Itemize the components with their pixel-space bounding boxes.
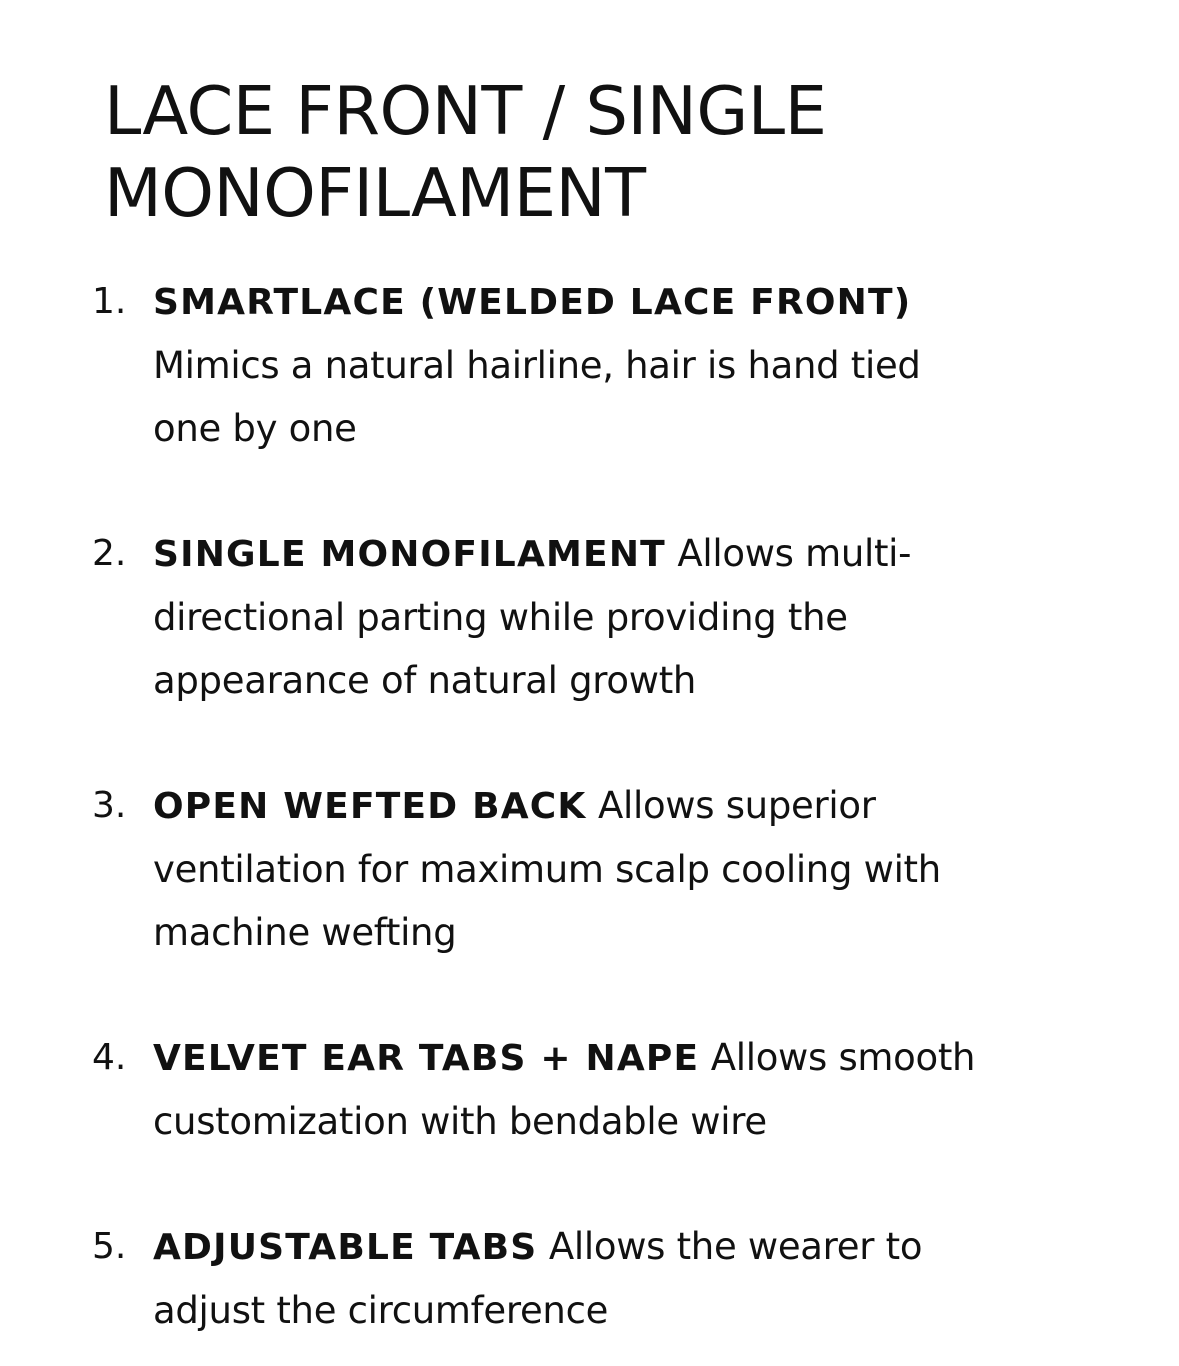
feature-description-start: Allows smooth xyxy=(699,1036,976,1079)
page-title-line-2: MONOFILAMENT xyxy=(104,154,646,232)
feature-line-3: one by one xyxy=(153,407,357,450)
feature-description-start: Allows superior xyxy=(586,784,876,827)
feature-number: 5. xyxy=(92,1226,127,1267)
feature-term: ADJUSTABLE TABS xyxy=(153,1227,538,1268)
feature-line-3: appearance of natural growth xyxy=(153,659,697,702)
feature-line-1 xyxy=(153,522,1053,586)
feature-body xyxy=(153,774,1053,964)
feature-line-2: directional parting while providing the xyxy=(153,596,848,639)
feature-body xyxy=(153,1026,1053,1153)
feature-line-2: ventilation for maximum scalp cooling with xyxy=(153,848,941,891)
feature-body xyxy=(153,270,1053,460)
feature-description-start: Allows the wearer to xyxy=(537,1225,923,1268)
feature-number: 1. xyxy=(92,281,127,322)
feature-term: OPEN WEFTED BACK xyxy=(153,786,587,827)
feature-term: SINGLE MONOFILAMENT xyxy=(153,534,666,575)
feature-term: SMARTLACE (WELDED LACE FRONT) xyxy=(153,282,912,323)
feature-line-3: machine wefting xyxy=(153,911,457,954)
feature-line-1 xyxy=(153,1026,1053,1090)
feature-line-2: customization with bendable wire xyxy=(153,1100,767,1143)
page-title xyxy=(104,70,1104,234)
feature-line-1 xyxy=(153,1215,1053,1279)
feature-line-2: adjust the circumference xyxy=(153,1289,609,1332)
feature-body xyxy=(153,522,1053,712)
feature-description-start: Allows multi- xyxy=(665,532,912,575)
feature-term: VELVET EAR TABS + NAPE xyxy=(153,1038,700,1079)
feature-line-2: Mimics a natural hairline, hair is hand tied xyxy=(153,344,921,387)
feature-line-1 xyxy=(153,774,1053,838)
page-title-line-1: LACE FRONT / SINGLE xyxy=(104,72,827,150)
feature-number: 2. xyxy=(92,533,127,574)
feature-number: 3. xyxy=(92,785,127,826)
feature-body xyxy=(153,1215,1053,1342)
feature-number: 4. xyxy=(92,1037,127,1078)
feature-line-1 xyxy=(153,270,1053,334)
